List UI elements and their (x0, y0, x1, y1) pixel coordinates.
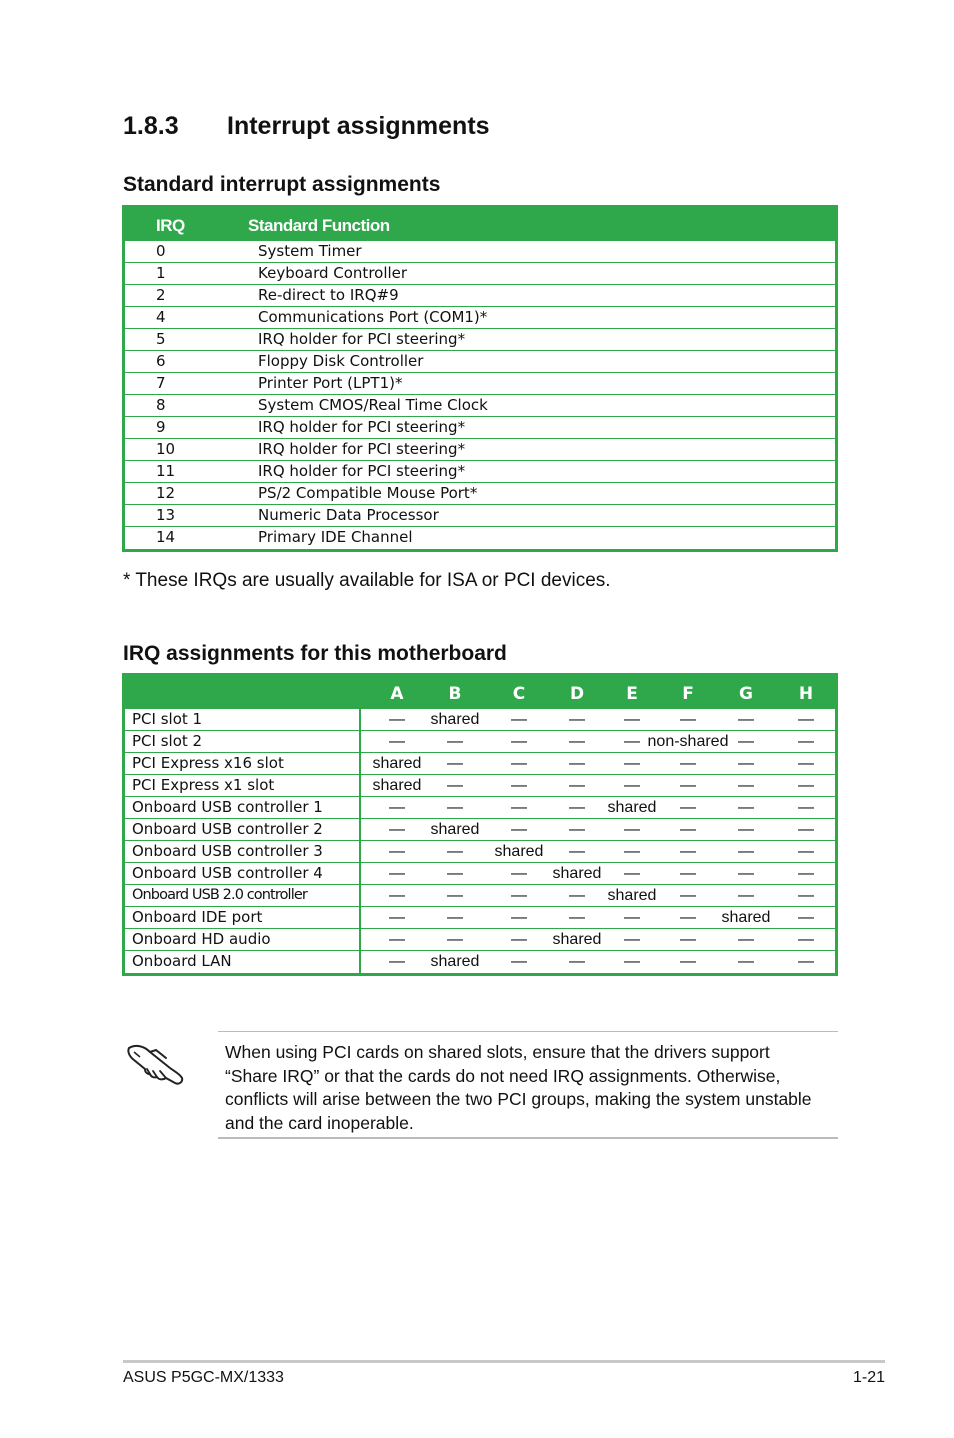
irq-cell: — (680, 953, 696, 970)
irq-cell: — (798, 953, 814, 970)
irq-cell: — (511, 799, 527, 816)
section-title (123, 112, 490, 141)
irq-cell: — (389, 931, 405, 948)
irq-cell: — (569, 887, 585, 904)
irq-cell: — (447, 733, 463, 750)
irq-cell: — (447, 799, 463, 816)
column-header-c: C (512, 684, 526, 704)
irq-number: 7 (156, 374, 166, 392)
irq-cell: — (389, 909, 405, 926)
irq-cell: — (511, 909, 527, 926)
irq-function: System CMOS/Real Time Clock (258, 396, 488, 414)
irq-cell: — (798, 711, 814, 728)
irq-cell: — (569, 843, 585, 860)
irq-function: Numeric Data Processor (258, 506, 439, 524)
irq-cell: — (798, 931, 814, 948)
irq-number: 14 (156, 528, 176, 546)
table-row (125, 731, 835, 753)
irq-cell: — (569, 953, 585, 970)
irq-number: 6 (156, 352, 166, 370)
table-row (125, 307, 835, 329)
irq-cell: — (511, 931, 527, 948)
device-name: PCI slot 2 (132, 732, 203, 750)
irq-function: Floppy Disk Controller (258, 352, 424, 370)
irq-function: Keyboard Controller (258, 264, 408, 282)
irq-cell: — (624, 909, 640, 926)
irq-cell: — (798, 799, 814, 816)
hand-note-icon (126, 1040, 186, 1088)
col-function-header: Standard Function (248, 216, 390, 235)
standard-table-header (125, 208, 835, 241)
irq-cell: — (738, 755, 754, 772)
irq-cell: — (798, 865, 814, 882)
irq-cell: shared (430, 711, 480, 728)
table-row (125, 373, 835, 395)
irq-cell: shared (430, 953, 480, 970)
irq-number: 0 (156, 242, 166, 260)
table-row (125, 263, 835, 285)
irq-cell: — (624, 821, 640, 838)
table-row (125, 841, 835, 863)
irq-cell: — (511, 733, 527, 750)
irq-cell: — (680, 931, 696, 948)
irq-cell: — (798, 755, 814, 772)
irq-cell: — (389, 953, 405, 970)
section-number: 1.8.3 (123, 112, 179, 140)
irq-cell: — (738, 821, 754, 838)
irq-cell: — (447, 843, 463, 860)
irq-cell: — (447, 931, 463, 948)
irq-cell: — (389, 865, 405, 882)
section-title-text: Interrupt assignments (227, 112, 490, 140)
irq-number: 9 (156, 418, 166, 436)
motherboard-table-header (125, 676, 835, 709)
table-row (125, 819, 835, 841)
irq-function: Communications Port (COM1)* (258, 308, 488, 326)
irq-function: IRQ holder for PCI steering* (258, 462, 466, 480)
table-row (125, 929, 835, 951)
device-name: Onboard USB controller 4 (132, 864, 323, 882)
irq-cell: — (511, 887, 527, 904)
irq-cell: — (738, 887, 754, 904)
table-row (125, 797, 835, 819)
irq-cell: — (389, 711, 405, 728)
table-row (125, 951, 835, 973)
irq-cell: — (569, 755, 585, 772)
irq-number: 1 (156, 264, 166, 282)
device-name: Onboard IDE port (132, 908, 263, 926)
irq-cell: — (680, 799, 696, 816)
table-row (125, 709, 835, 731)
table-row (125, 775, 835, 797)
footer-product: ASUS P5GC-MX/1333 (123, 1369, 284, 1386)
irq-cell: — (447, 909, 463, 926)
motherboard-heading: IRQ assignments for this motherboard (123, 642, 507, 665)
col-irq-header: IRQ (156, 216, 185, 235)
irq-function: Primary IDE Channel (258, 528, 413, 546)
irq-function: IRQ holder for PCI steering* (258, 440, 466, 458)
column-header-h: H (798, 684, 814, 704)
irq-cell: — (738, 777, 754, 794)
irq-cell: — (738, 865, 754, 882)
table-row (125, 351, 835, 373)
standard-table-body (125, 241, 835, 549)
irq-function: IRQ holder for PCI steering* (258, 330, 466, 348)
irq-cell: — (569, 909, 585, 926)
device-name: PCI Express x16 slot (132, 754, 284, 772)
irq-cell: shared (607, 887, 657, 904)
irq-number: 10 (156, 440, 176, 458)
table-row (125, 527, 835, 549)
table-row (125, 461, 835, 483)
irq-cell: — (738, 733, 754, 750)
irq-cell: — (798, 821, 814, 838)
irq-cell: — (389, 733, 405, 750)
device-name: Onboard USB controller 3 (132, 842, 323, 860)
device-name: PCI Express x1 slot (132, 776, 275, 794)
irq-cell: shared (372, 777, 422, 794)
irq-cell: — (511, 953, 527, 970)
footer-divider (123, 1360, 885, 1363)
irq-cell: shared (372, 755, 422, 772)
irq-cell: — (624, 755, 640, 772)
table-row (125, 483, 835, 505)
irq-function: Printer Port (LPT1)* (258, 374, 403, 392)
irq-cell: — (389, 887, 405, 904)
irq-number: 11 (156, 462, 176, 480)
irq-function: Re-direct to IRQ#9 (258, 286, 399, 304)
irq-cell: — (624, 931, 640, 948)
irq-cell: shared (552, 931, 602, 948)
irq-cell: — (680, 777, 696, 794)
irq-cell: — (680, 711, 696, 728)
note-callout (218, 1031, 838, 1139)
irq-cell: — (389, 799, 405, 816)
irq-cell: — (624, 843, 640, 860)
device-name: PCI slot 1 (132, 710, 203, 728)
table-row (125, 885, 835, 907)
irq-cell: shared (721, 909, 771, 926)
irq-cell: shared (494, 843, 544, 860)
irq-cell: — (569, 777, 585, 794)
device-name: Onboard HD audio (132, 930, 271, 948)
irq-cell: shared (430, 821, 480, 838)
table-row (125, 505, 835, 527)
standard-irq-table (122, 205, 838, 552)
footnote: * These IRQs are usually available for ISA or PCI devices. (123, 570, 611, 591)
irq-cell: — (389, 821, 405, 838)
irq-cell: — (569, 799, 585, 816)
irq-cell: — (447, 865, 463, 882)
table-row (125, 395, 835, 417)
irq-cell: — (569, 733, 585, 750)
irq-cell: — (798, 733, 814, 750)
irq-cell: — (511, 821, 527, 838)
irq-number: 4 (156, 308, 166, 326)
irq-cell: non-shared (647, 733, 729, 750)
irq-number: 5 (156, 330, 166, 348)
irq-cell: — (447, 755, 463, 772)
table-row (125, 753, 835, 775)
irq-cell: — (511, 711, 527, 728)
irq-cell: — (738, 711, 754, 728)
table-row (125, 439, 835, 461)
table-row (125, 285, 835, 307)
irq-cell: — (798, 909, 814, 926)
table-row (125, 417, 835, 439)
irq-cell: — (569, 711, 585, 728)
irq-cell: — (680, 865, 696, 882)
footer-page-number: 1-21 (852, 1369, 885, 1386)
irq-cell: — (738, 953, 754, 970)
irq-cell: — (738, 843, 754, 860)
irq-number: 2 (156, 286, 166, 304)
column-header-f: F (682, 684, 694, 704)
irq-cell: — (624, 733, 640, 750)
irq-cell: shared (552, 865, 602, 882)
irq-cell: — (447, 777, 463, 794)
irq-cell: — (680, 755, 696, 772)
column-header-d: D (569, 684, 585, 704)
irq-cell: — (624, 953, 640, 970)
irq-cell: — (569, 821, 585, 838)
irq-cell: — (798, 843, 814, 860)
irq-cell: — (738, 799, 754, 816)
device-name: Onboard USB controller 2 (132, 820, 323, 838)
irq-cell: — (389, 843, 405, 860)
irq-cell: — (738, 931, 754, 948)
motherboard-irq-table (122, 673, 838, 976)
note-text: When using PCI cards on shared slots, ensure that the drivers support “Share IRQ” or that the cards do not need IRQ assignments. Otherwise, conflicts will arise between the two PCI groups, making the system unstable and the card inoperable. (225, 1042, 812, 1133)
irq-cell: — (798, 777, 814, 794)
irq-cell: — (511, 755, 527, 772)
irq-function: IRQ holder for PCI steering* (258, 418, 466, 436)
device-name: Onboard USB controller 1 (132, 798, 323, 816)
irq-cell: — (680, 887, 696, 904)
irq-function: PS/2 Compatible Mouse Port* (258, 484, 478, 502)
motherboard-table-body (125, 709, 835, 973)
table-row (125, 241, 835, 263)
irq-cell: shared (607, 799, 657, 816)
irq-cell: — (798, 887, 814, 904)
irq-cell: — (624, 865, 640, 882)
column-header-e: E (626, 684, 638, 704)
irq-cell: — (624, 777, 640, 794)
device-name: Onboard LAN (132, 952, 232, 970)
standard-heading: Standard interrupt assignments (123, 173, 441, 196)
irq-cell: — (511, 865, 527, 882)
irq-cell: — (680, 843, 696, 860)
irq-cell: — (447, 887, 463, 904)
column-header-g: G (739, 684, 753, 704)
irq-number: 13 (156, 506, 176, 524)
table-row (125, 863, 835, 885)
irq-function: System Timer (258, 242, 362, 260)
table-row (125, 329, 835, 351)
irq-cell: — (680, 909, 696, 926)
table-row (125, 907, 835, 929)
irq-cell: — (511, 777, 527, 794)
column-header-b: B (448, 684, 462, 704)
irq-cell: — (680, 821, 696, 838)
irq-number: 8 (156, 396, 166, 414)
device-name: Onboard USB 2.0 controller (132, 887, 307, 903)
column-header-a: A (390, 684, 404, 704)
irq-number: 12 (156, 484, 176, 502)
irq-cell: — (624, 711, 640, 728)
